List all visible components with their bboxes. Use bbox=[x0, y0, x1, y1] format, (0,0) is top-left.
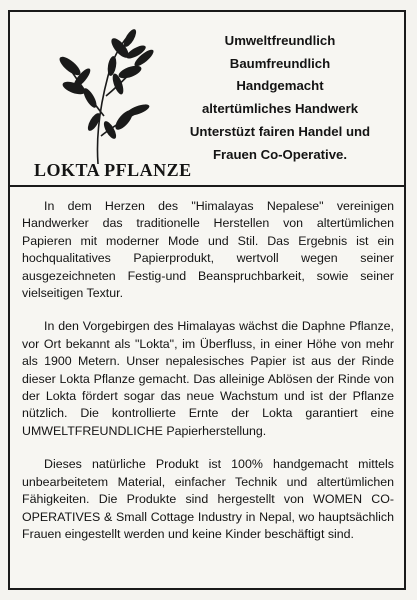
feature-item: Umweltfreundlich bbox=[224, 33, 336, 48]
feature-item: Frauen Co-Operative. bbox=[212, 146, 348, 162]
label-header bbox=[10, 12, 404, 187]
plant-name: LOKTA PFLANZE bbox=[34, 160, 192, 180]
product-label-card bbox=[8, 10, 406, 590]
feature-item: Handgemacht bbox=[236, 78, 324, 94]
feature-list bbox=[160, 30, 400, 166]
description-paragraph: In den Vorgebirgen des Himalayas wächst die Daphne Pflanze, vor Ort bekannt als "Lokta", im Überfluss, in einer Höhe von mehr als 1900 Metern. Unser nepalesisches Papier ist aus der Rinde dieser Lokta Pflanze gemacht. Das alleinige Ablösen der Rinde von der Lokta fördert sogar das neue Wachstum und ist der Pflanze nützlich. Die kontrollierte Ernte der Lokta garantiert eine UMWELTFREUNDLICHE Papierherstellung. bbox=[22, 319, 394, 438]
description-paragraph: In dem Herzen des "Himalayas Nepalese" vereinigen Handwerker das traditionelle Herstellen von altertümlichen Papieren mit moderner Mode und Stil. Das Ergebnis ist ein hochqualitatives Papierprodukt, wertvoll wegen seiner ausgezeichneten Festig-und Beanspruchbarkeit, sowie seiner vielseitigen Textur. bbox=[22, 199, 394, 301]
feature-item: altertümliches Handwerk bbox=[201, 101, 359, 117]
description-body bbox=[22, 198, 394, 559]
feature-item: Unterstüzt fairen Handel und bbox=[189, 123, 371, 139]
lokta-plant-icon bbox=[38, 26, 158, 166]
description-paragraph: Dieses natürliche Produkt ist 100% handgemacht mittels unbearbeitetem Material, einfacher Technik und altertümlichen Fähigkeiten. Die Produkte sind hergestellt von WOMEN CO-OPERATIVES & Small Cottage Industry in Nepal, wo hauptsächlich Frauen eingestellt werden und keine Kinder beschäftigt sind. bbox=[22, 457, 394, 541]
feature-item: Baumfreundlich bbox=[229, 55, 331, 71]
